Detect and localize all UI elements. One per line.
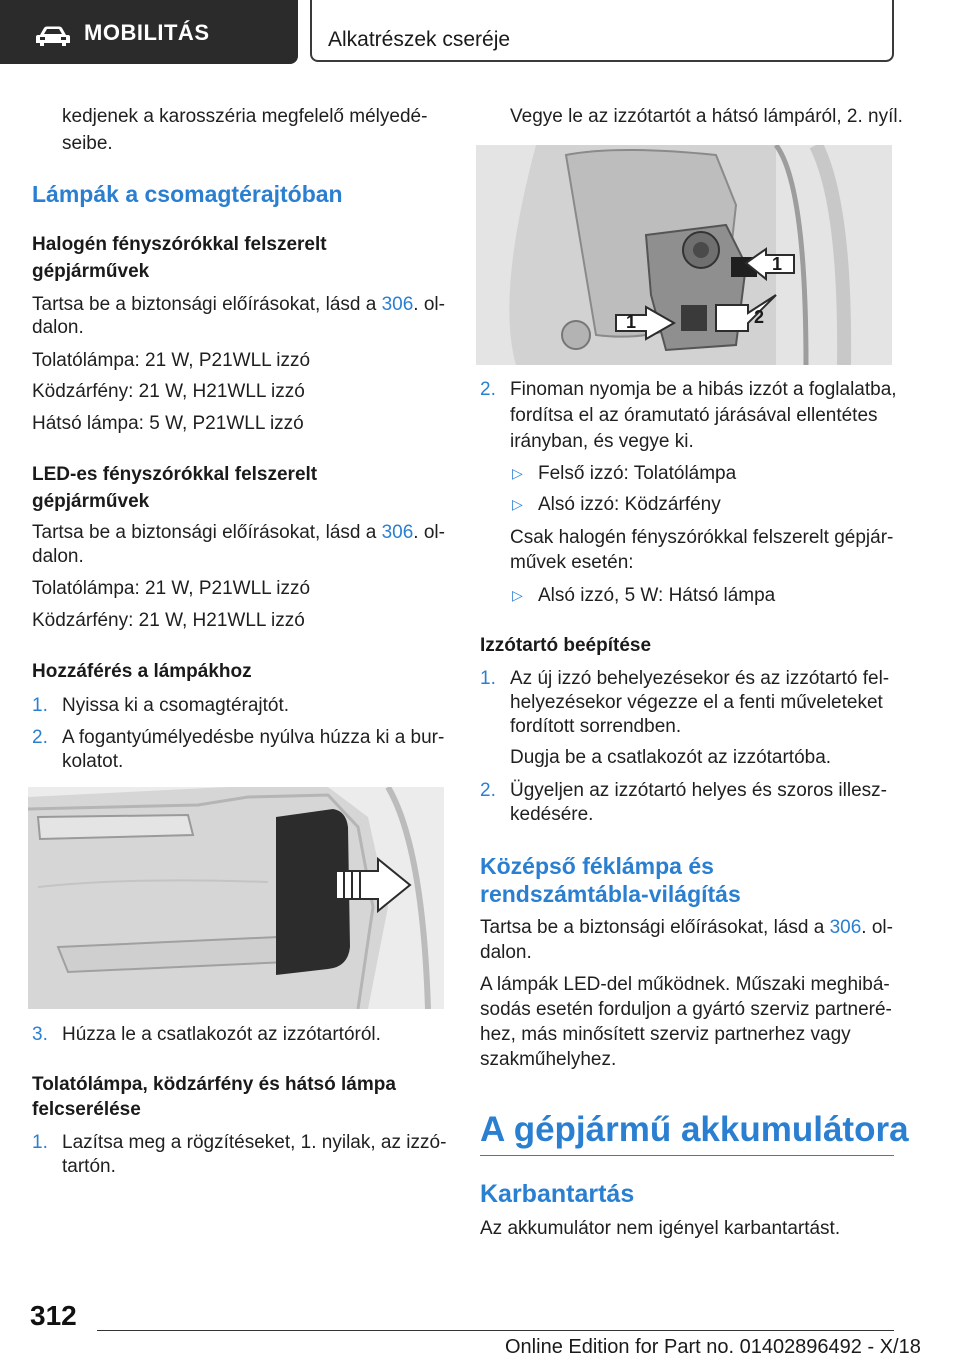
led-title-1: LED-es fényszórókkal felszerelt: [32, 464, 318, 485]
install-step-1-line-1: Az új izzó behelyezésekor és az izzótartó fel-: [510, 668, 890, 689]
led-safety-page-link[interactable]: 306: [381, 522, 414, 543]
halogen-title-2: gépjárművek: [32, 261, 150, 282]
led-item-fog: Ködzárfény: 21 W, H21WLL izzó: [32, 610, 305, 631]
maintenance-text: Az akkumulátor nem igényel karbantartást.: [480, 1218, 841, 1239]
brake-safety-note: [480, 914, 893, 941]
section-label: MOBILITÁS: [84, 20, 210, 45]
halogen-safety-text: Tartsa be a biztonsági előírásokat, lásd a: [32, 294, 382, 315]
right-step-2-line-2: fordítsa el az óramutató járásával ellentétes: [510, 405, 878, 426]
replace-title-2: felcserélése: [32, 1099, 141, 1120]
led-item-reverse: Tolatólámpa: 21 W, P21WLL izzó: [32, 578, 311, 599]
halogen-safety-note: [32, 291, 445, 318]
figure-callout-1b: 1: [626, 312, 637, 332]
halogen-only-line-2: művek esetén:: [510, 552, 634, 573]
brake-safety-suffix: . ol-: [861, 917, 893, 938]
intro-line-1: kedjenek a karosszéria megfelelő mélyedé-: [62, 106, 428, 127]
bullet-upper-bulb: Felső izzó: Tolatólámpa: [538, 463, 737, 484]
led-note-line-2: sodás esetén forduljon a gyártó szerviz partneré-: [480, 999, 892, 1020]
led-safety-suffix: . ol-: [413, 522, 445, 543]
figure-callout-2: 2: [754, 307, 765, 327]
access-step-1-text: Nyissa ki a csomagtérajtót.: [62, 695, 290, 716]
footer-rule: [97, 1330, 894, 1331]
install-step-2-line-1: Ügyeljen az izzótartó helyes és szoros illesz-: [510, 780, 887, 801]
step-3-number: 3.: [32, 1024, 48, 1045]
install-step-2-number: 2.: [480, 780, 496, 801]
replace-step-1-text: Lazítsa meg a rögzítéseket, 1. nyilak, az izzó-: [62, 1132, 447, 1153]
install-title: Izzótartó beépítése: [480, 635, 652, 656]
section-title-lamps: Lámpák a csomagtérajtóban: [32, 181, 343, 207]
brake-safety-page-link[interactable]: 306: [829, 917, 862, 938]
halogen-item-tail: Hátsó lámpa: 5 W, P21WLL izzó: [32, 413, 304, 434]
halogen-item-reverse: Tolatólámpa: 21 W, P21WLL izzó: [32, 350, 311, 371]
access-step-2-text: A fogantyúmélyedésbe nyúlva húzza ki a bur-: [62, 727, 445, 748]
install-step-1-line-2: helyezésekor végezze el a fenti műveleteket: [510, 692, 883, 713]
right-intro: Vegye le az izzótartót a hátsó lámpáról, 2. nyíl.: [510, 106, 903, 127]
bullet-lower-bulb: Alsó izzó: Ködzárfény: [538, 494, 721, 515]
halogen-only-line-1: Csak halogén fényszórókkal felszerelt gépjár-: [510, 527, 894, 548]
led-note-line-1: A lámpák LED-del működnek. Műszaki meghibá-: [480, 974, 890, 995]
access-step-2-text-cont: kolatot.: [62, 751, 124, 772]
right-step-2-line-1: Finoman nyomja be a hibás izzót a foglalatba,: [510, 379, 897, 400]
page-number: 312: [30, 1300, 77, 1331]
install-plug-in: Dugja be a csatlakozót az izzótartóba.: [510, 747, 832, 768]
right-step-2-number: 2.: [480, 379, 496, 400]
install-step-1-number: 1.: [480, 668, 496, 689]
bulb-holder-figure: [476, 145, 892, 365]
access-step-1-number: 1.: [32, 695, 48, 716]
page-header: [0, 0, 960, 66]
trunk-cover-figure: [28, 787, 444, 1009]
footer-edition: Online Edition for Part no. 01402896492 - X/18: [505, 1336, 921, 1358]
right-step-2-line-3: irányban, és vegye ki.: [510, 431, 694, 452]
section-tab: [0, 0, 298, 64]
car-icon: [36, 26, 70, 46]
install-step-2-line-2: kedésére.: [510, 804, 594, 825]
led-note-line-3: hez, más minősített szerviz partnerhez vagy: [480, 1024, 851, 1045]
bullet-tail-bulb: Alsó izzó, 5 W: Hátsó lámpa: [538, 585, 776, 606]
halogen-safety-page-link[interactable]: 306: [381, 294, 414, 315]
triangle-bullet-icon: ▷: [512, 465, 523, 481]
led-safety-note: [32, 519, 445, 546]
bulb-holder-illustration: [476, 145, 892, 365]
triangle-bullet-icon: ▷: [512, 496, 523, 512]
access-step-2-number: 2.: [32, 727, 48, 748]
replace-title-1: Tolatólámpa, ködzárfény és hátsó lámpa: [32, 1074, 396, 1095]
chapter-label: Alkatrészek cseréje: [328, 28, 511, 51]
halogen-safety-suffix: . ol-: [413, 294, 445, 315]
led-title-2: gépjárművek: [32, 491, 150, 512]
battery-title-rule: [480, 1155, 894, 1156]
halogen-title-1: Halogén fényszórókkal felszerelt: [32, 234, 327, 255]
maintenance-title: Karbantartás: [480, 1180, 635, 1208]
brake-light-title-1: Középső féklámpa és: [480, 853, 714, 879]
chapter-tab: [310, 0, 894, 62]
install-step-1-line-3: fordított sorrendben.: [510, 716, 682, 737]
halogen-safety-line-2: dalon.: [32, 317, 84, 338]
intro-line-2: seibe.: [62, 133, 113, 154]
led-safety-text: Tartsa be a biztonsági előírásokat, lásd a: [32, 522, 382, 543]
trunk-cover-illustration: [28, 787, 444, 1009]
led-note-line-4: szakműhelyhez.: [480, 1049, 617, 1070]
replace-step-1-text-cont: tartón.: [62, 1156, 116, 1177]
brake-light-title-2: rendszámtábla-világítás: [480, 881, 741, 907]
led-safety-line-2: dalon.: [32, 546, 84, 567]
triangle-bullet-icon: ▷: [512, 587, 523, 603]
brake-safety-text: Tartsa be a biztonsági előírásokat, lásd a: [480, 917, 830, 938]
replace-step-1-number: 1.: [32, 1132, 48, 1153]
halogen-item-fog: Ködzárfény: 21 W, H21WLL izzó: [32, 381, 305, 402]
access-title: Hozzáférés a lámpákhoz: [32, 661, 252, 682]
figure-callout-1a: 1: [772, 254, 783, 274]
step-3-text: Húzza le a csatlakozót az izzótartóról.: [62, 1024, 381, 1045]
battery-title: A gépjármű akkumulátora: [480, 1110, 909, 1149]
brake-safety-line-2: dalon.: [480, 942, 532, 963]
